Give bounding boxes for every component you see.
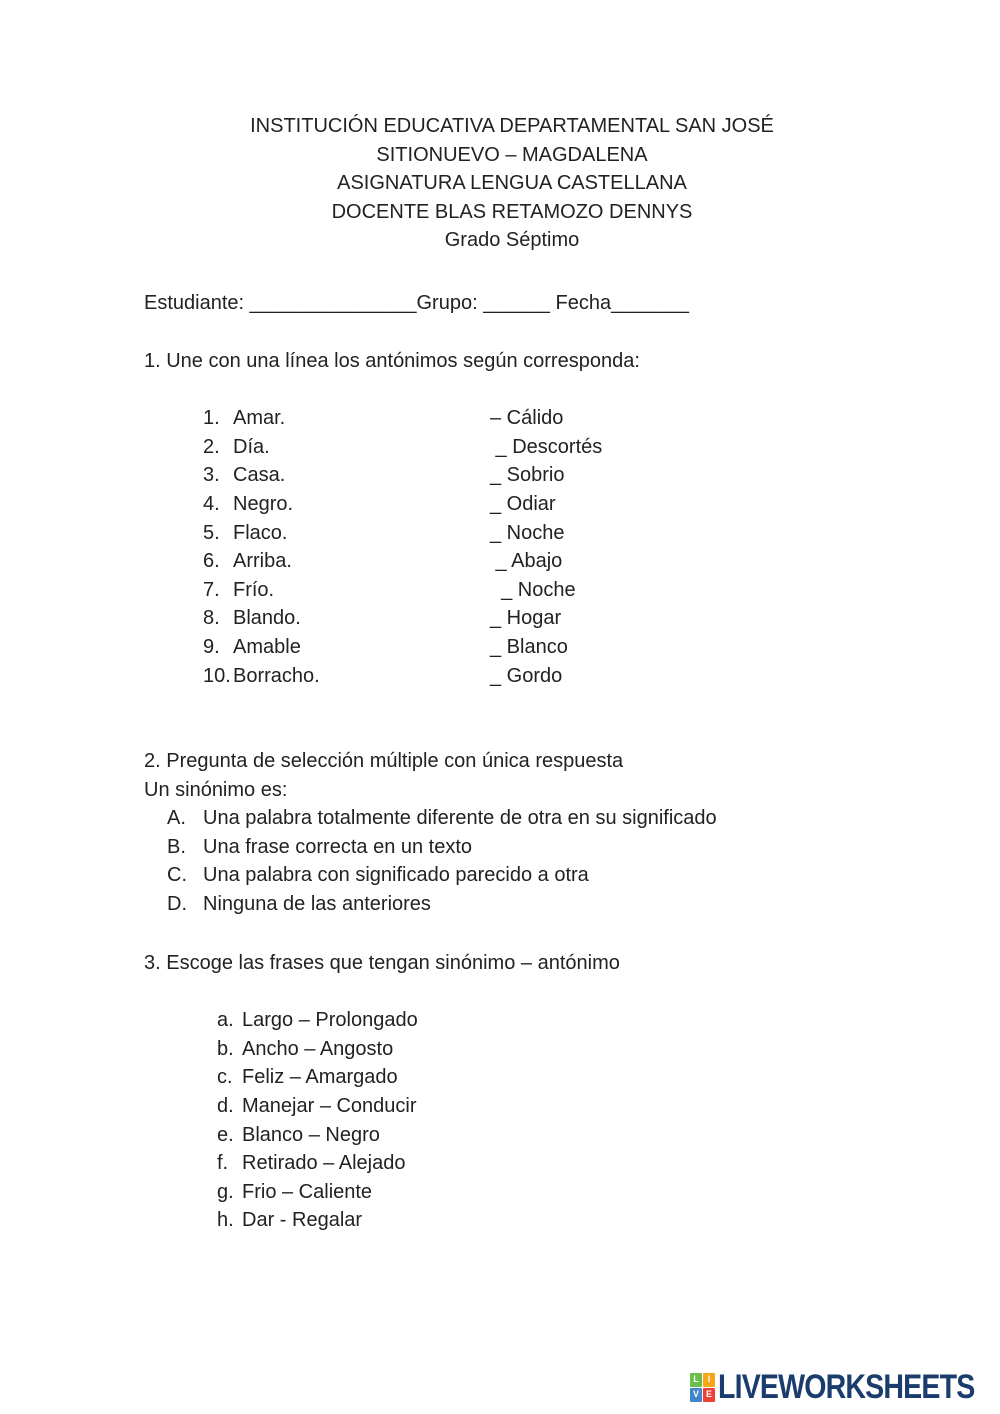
choice-option-text: Una frase correcta en un texto <box>203 835 473 858</box>
liveworksheets-logo[interactable] <box>690 1368 1000 1406</box>
phrase-pair-letter: b. <box>217 1037 234 1060</box>
logo-letter-e: E <box>703 1388 715 1402</box>
phrase-pair[interactable] <box>144 1178 880 1207</box>
match-item-word[interactable]: Flaco. <box>233 521 288 544</box>
section2-title: 2. Pregunta de selección múltiple con única respuesta <box>144 750 624 773</box>
match-item-answer[interactable]: _ Descortés <box>490 435 603 458</box>
grupo-label: Grupo: <box>416 291 484 314</box>
match-item-word[interactable]: Frío. <box>233 578 275 601</box>
logo-letter-l: L <box>690 1373 702 1387</box>
match-item-number: 2. <box>203 435 220 458</box>
phrase-pair-letter: c. <box>217 1066 233 1089</box>
choice-option-text: Una palabra totalmente diferente de otra en su significado <box>203 807 717 830</box>
phrase-pair-letter: g. <box>217 1180 234 1203</box>
section2 <box>144 747 880 919</box>
match-item-answer[interactable]: _ Sobrio <box>490 464 565 487</box>
student-info-line <box>144 289 880 318</box>
match-item-number: 5. <box>203 521 220 544</box>
header-subject: ASIGNATURA LENGUA CASTELLANA <box>337 172 687 195</box>
phrase-pair-letter: d. <box>217 1095 234 1118</box>
match-item-number: 9. <box>203 635 220 658</box>
choice-option[interactable] <box>144 804 880 833</box>
phrase-pair[interactable] <box>144 1121 880 1150</box>
match-item <box>144 461 880 490</box>
match-item-answer[interactable]: _ Noche <box>490 521 565 544</box>
match-item-number: 3. <box>203 464 220 487</box>
match-item-word[interactable]: Negro. <box>233 492 294 515</box>
match-item-number: 1. <box>203 407 220 430</box>
choice-option[interactable] <box>144 861 880 890</box>
logo-letter-i: I <box>703 1373 715 1387</box>
phrase-pairs-exercise <box>144 1006 880 1235</box>
match-item-answer[interactable]: _ Noche <box>490 578 576 601</box>
match-item-word[interactable]: Amable <box>233 635 301 658</box>
match-item-answer[interactable]: _ Gordo <box>490 664 563 687</box>
choice-option[interactable] <box>144 833 880 862</box>
choice-option-letter: A. <box>167 807 186 830</box>
match-item-answer[interactable]: _ Blanco <box>490 635 568 658</box>
phrase-pair[interactable] <box>144 1206 880 1235</box>
phrase-pair-letter: a. <box>217 1009 234 1032</box>
fecha-label: Fecha <box>549 291 612 314</box>
estudiante-label: Estudiante: <box>144 291 250 314</box>
section2-prompt: Un sinónimo es: <box>144 778 288 801</box>
section3-title: 3. Escoge las frases que tengan sinónimo – antónimo <box>144 951 620 974</box>
match-item-word[interactable]: Casa. <box>233 464 286 487</box>
match-item-number: 7. <box>203 578 220 601</box>
choice-option-letter: D. <box>167 893 187 916</box>
match-item-answer[interactable]: – Cálido <box>490 407 564 430</box>
grupo-blank-field[interactable]: ______ <box>483 291 550 314</box>
phrase-pair-letter: e. <box>217 1123 234 1146</box>
phrase-pair-letter: h. <box>217 1209 234 1232</box>
match-item-word[interactable]: Arriba. <box>233 550 292 573</box>
phrase-pair-text: Manejar – Conducir <box>242 1095 417 1118</box>
match-item <box>144 662 880 691</box>
match-item-answer[interactable]: _ Odiar <box>490 492 556 515</box>
liveworksheets-wordmark: LIVEWORKSHEETS <box>718 1368 975 1406</box>
phrase-pair-text: Frio – Caliente <box>242 1180 373 1203</box>
match-item-word[interactable]: Amar. <box>233 407 286 430</box>
match-item-answer[interactable]: _ Abajo <box>490 550 563 573</box>
match-item <box>144 433 880 462</box>
phrase-pair-letter: f. <box>217 1152 229 1175</box>
match-item <box>144 576 880 605</box>
phrase-pair-text: Blanco – Negro <box>242 1123 380 1146</box>
matching-exercise <box>144 404 880 690</box>
choice-option-text: Ninguna de las anteriores <box>203 893 431 916</box>
logo-letter-v: V <box>690 1388 702 1402</box>
choice-option[interactable] <box>144 890 880 919</box>
match-item-word[interactable]: Borracho. <box>233 664 320 687</box>
header-teacher: DOCENTE BLAS RETAMOZO DENNYS <box>331 200 693 223</box>
phrase-pair[interactable] <box>144 1006 880 1035</box>
phrase-pair-text: Largo – Prolongado <box>242 1009 418 1032</box>
phrase-pair[interactable] <box>144 1092 880 1121</box>
choice-option-text: Una palabra con significado parecido a otra <box>203 864 589 887</box>
phrase-pair-text: Retirado – Alejado <box>242 1152 406 1175</box>
phrase-pair[interactable] <box>144 1035 880 1064</box>
match-item <box>144 633 880 662</box>
header-location: SITIONUEVO – MAGDALENA <box>376 143 648 166</box>
match-item-word[interactable]: Blando. <box>233 607 301 630</box>
match-item-number: 6. <box>203 550 220 573</box>
fecha-blank-field[interactable]: _______ <box>611 291 689 314</box>
match-item-number: 4. <box>203 492 220 515</box>
phrase-pair-text: Ancho – Angosto <box>242 1037 394 1060</box>
section1-title: 1. Une con una línea los antónimos según corresponda: <box>144 349 640 372</box>
header-grade: Grado Séptimo <box>444 229 580 252</box>
phrase-pair[interactable] <box>144 1149 880 1178</box>
match-item-number: 8. <box>203 607 220 630</box>
match-item-word[interactable]: Día. <box>233 435 270 458</box>
match-item <box>144 519 880 548</box>
document-header <box>144 112 880 255</box>
match-item <box>144 604 880 633</box>
match-item-answer[interactable]: _ Hogar <box>490 607 562 630</box>
match-item <box>144 404 880 433</box>
phrase-pair[interactable] <box>144 1063 880 1092</box>
choice-option-letter: B. <box>167 835 186 858</box>
phrase-pair-text: Dar - Regalar <box>242 1209 363 1232</box>
header-institution: INSTITUCIÓN EDUCATIVA DEPARTAMENTAL SAN JOSÉ <box>250 115 774 137</box>
phrase-pair-text: Feliz – Amargado <box>242 1066 398 1089</box>
match-item <box>144 490 880 519</box>
match-item-number: 10. <box>203 664 231 687</box>
match-item <box>144 547 880 576</box>
liveworksheets-logo-icon <box>690 1373 715 1402</box>
choice-option-letter: C. <box>167 864 187 887</box>
estudiante-blank-field[interactable]: _______________ <box>249 291 417 314</box>
